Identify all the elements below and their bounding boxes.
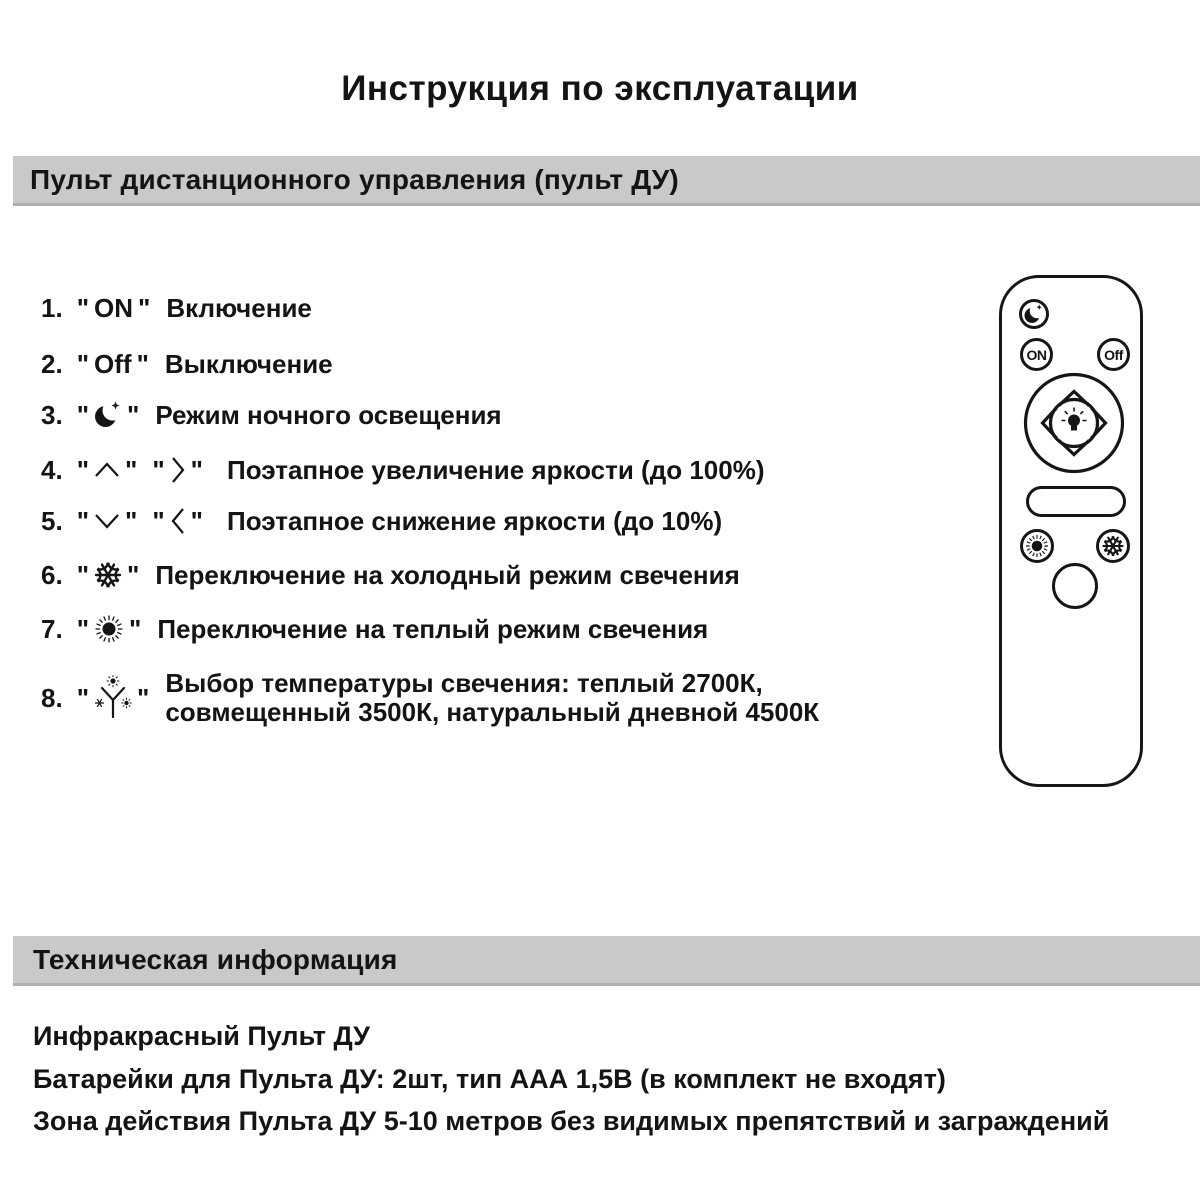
item-text: Поэтапное снижение яркости (до 10%) — [227, 505, 723, 536]
quote-mark: " — [125, 505, 138, 536]
function-item-brightness-down — [41, 503, 722, 539]
tech-line: Батарейки для Пульта ДУ: 2шт, тип ААА 1,5В (в комплект не входят) — [33, 1064, 946, 1094]
chevron-right-icon — [169, 455, 187, 485]
remote-illustration — [999, 275, 1143, 787]
quote-mark: " — [76, 559, 90, 590]
color-temp-icon — [93, 675, 133, 721]
off-label: Off — [94, 348, 132, 379]
item-text: Режим ночного освещения — [155, 399, 502, 430]
chevron-left-icon — [169, 506, 187, 536]
remote-section-header-bar — [13, 156, 1200, 206]
item-text: Переключение на холодный режим свечения — [155, 559, 740, 590]
chevron-down-icon — [93, 510, 121, 532]
quote-mark: " — [125, 454, 138, 485]
quote-mark: " — [76, 613, 90, 644]
quote-mark: " — [190, 454, 203, 485]
function-item-night-mode — [41, 397, 502, 433]
quote-mark: " — [76, 454, 90, 485]
item-number: 3. — [41, 399, 63, 430]
remote-section-header: Пульт дистанционного управления (пульт ДУ) — [30, 163, 679, 195]
quote-mark: " — [138, 292, 151, 323]
function-item-temp-select — [41, 666, 819, 730]
quote-mark: " — [190, 505, 203, 536]
quote-mark: " — [152, 454, 165, 485]
tech-line: Зона действия Пульта ДУ 5-10 метров без видимых препятствий и заграждений — [33, 1106, 1110, 1136]
item-text: Включение — [166, 292, 312, 323]
quote-mark: " — [76, 682, 90, 713]
function-item-brightness-up — [41, 452, 764, 488]
night-mode-button — [1019, 299, 1049, 329]
item-text-line2: совмещенный 3500К, натуральный дневной 4500К — [165, 697, 820, 727]
item-number: 8. — [41, 682, 63, 713]
cold-mode-button — [1096, 529, 1130, 563]
moon-icon — [93, 400, 123, 430]
sun-icon — [93, 613, 125, 645]
off-button-label: Off — [1104, 346, 1123, 363]
quote-mark: " — [152, 505, 165, 536]
page-title: Инструкция по эксплуатации — [341, 69, 859, 108]
quote-mark: " — [136, 348, 149, 379]
moon-icon — [1023, 303, 1045, 325]
quote-mark: " — [129, 613, 142, 644]
on-label: ON — [94, 292, 134, 323]
item-number: 4. — [41, 454, 63, 485]
brightness-dpad — [1022, 371, 1126, 475]
off-button — [1097, 338, 1130, 371]
item-text: Переключение на теплый режим свечения — [157, 613, 709, 644]
temp-select-round-button — [1052, 563, 1098, 609]
item-number: 5. — [41, 505, 63, 536]
quote-mark: " — [76, 292, 90, 323]
quote-mark: " — [137, 682, 150, 713]
tech-line: Инфракрасный Пульт ДУ — [33, 1021, 370, 1051]
chevron-up-icon — [93, 459, 121, 481]
item-number: 6. — [41, 559, 63, 590]
item-number: 7. — [41, 613, 63, 644]
quote-mark: " — [127, 559, 140, 590]
bulb-icon — [1062, 408, 1087, 431]
item-text: Поэтапное увеличение яркости (до 100%) — [227, 454, 765, 485]
warm-mode-button — [1020, 529, 1054, 563]
quote-mark: " — [76, 399, 90, 430]
tech-section-header-bar — [13, 936, 1200, 986]
scene-pill-button — [1026, 486, 1126, 517]
function-item-off — [41, 346, 333, 382]
function-item-warm-mode — [41, 611, 708, 647]
snowflake-icon — [1101, 534, 1125, 558]
function-item-on — [41, 290, 312, 326]
function-item-cold-mode — [41, 557, 740, 593]
item-number: 1. — [41, 292, 63, 323]
quote-mark: " — [127, 399, 140, 430]
quote-mark: " — [76, 348, 90, 379]
sun-icon — [1024, 533, 1050, 559]
item-number: 2. — [41, 348, 63, 379]
on-button — [1020, 338, 1053, 371]
snowflake-icon — [93, 560, 123, 590]
item-text: Выключение — [164, 348, 333, 379]
item-text: Выбор температуры свечения: теплый 2700К, — [165, 668, 763, 698]
on-button-label: ON — [1026, 346, 1047, 363]
tech-section-header: Техническая информация — [33, 943, 398, 975]
quote-mark: " — [76, 505, 90, 536]
